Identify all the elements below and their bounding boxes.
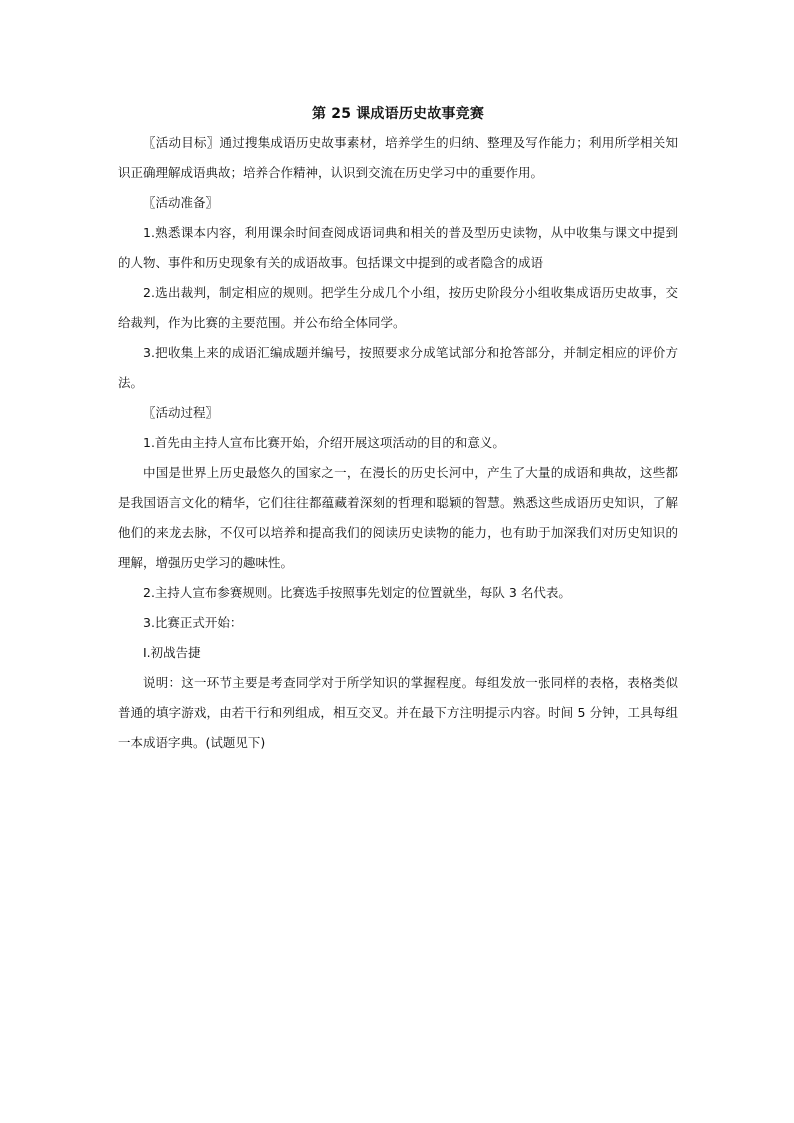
process-step-1: 1.首先由主持人宣布比赛开始，介绍开展这项活动的目的和意义。 xyxy=(143,435,505,450)
round-one-heading: Ⅰ.初战告捷 xyxy=(143,645,201,660)
process-step-2: 2.主持人宣布参赛规则。比赛选手按照事先划定的位置就坐，每队 3 名代表。 xyxy=(143,585,571,600)
preparation-step-3: 3.把收集上来的成语汇编成题并编号，按照要求分成笔试部分和抢答部分，并制定相应的评价方法。 xyxy=(118,345,678,390)
process-step-3: 3.比赛正式开始： xyxy=(143,615,243,630)
preparation-step-2: 2.选出裁判，制定相应的规则。把学生分成几个小组，按历史阶段分小组收集成语历史故事，交给裁判，作为比赛的主要范围。并公布给全体同学。 xyxy=(118,285,678,330)
round-one-description: 说明：这一环节主要是考查同学对于所学知识的掌握程度。每组发放一张同样的表格，表格类似普通的填字游戏，由若干行和列组成，相互交叉。并在最下方注明提示内容。时间 5 分钟，工具每组一本成语字典。(试题见下) xyxy=(118,675,678,750)
activity-preparation-heading: 〖活动准备〗 xyxy=(143,195,219,210)
introduction-paragraph: 中国是世界上历史最悠久的国家之一，在漫长的历史长河中，产生了大量的成语和典故，这些都是我国语言文化的精华，它们往往都蕴藏着深刻的哲理和聪颖的智慧。熟悉这些成语历史知识，了解他们的来龙去脉，不仅可以培养和提高我们的阅读历史读物的能力，也有助于加深我们对历史知识的理解，增强历史学习的趣味性。 xyxy=(118,465,678,570)
activity-goal-paragraph: 〖活动目标〗通过搜集成语历史故事素材，培养学生的归纳、整理及写作能力；利用所学相关知识正确理解成语典故；培养合作精神，认识到交流在历史学习中的重要作用。 xyxy=(118,135,678,180)
preparation-step-1: 1.熟悉课本内容，利用课余时间查阅成语词典和相关的普及型历史读物，从中收集与课文中提到的人物、事件和历史现象有关的成语故事。包括课文中提到的或者隐含的成语 xyxy=(118,225,678,270)
activity-process-heading: 〖活动过程〗 xyxy=(143,405,219,420)
document-title: 第 25 课成语历史故事竞赛 xyxy=(311,106,485,122)
document-body xyxy=(118,100,678,758)
